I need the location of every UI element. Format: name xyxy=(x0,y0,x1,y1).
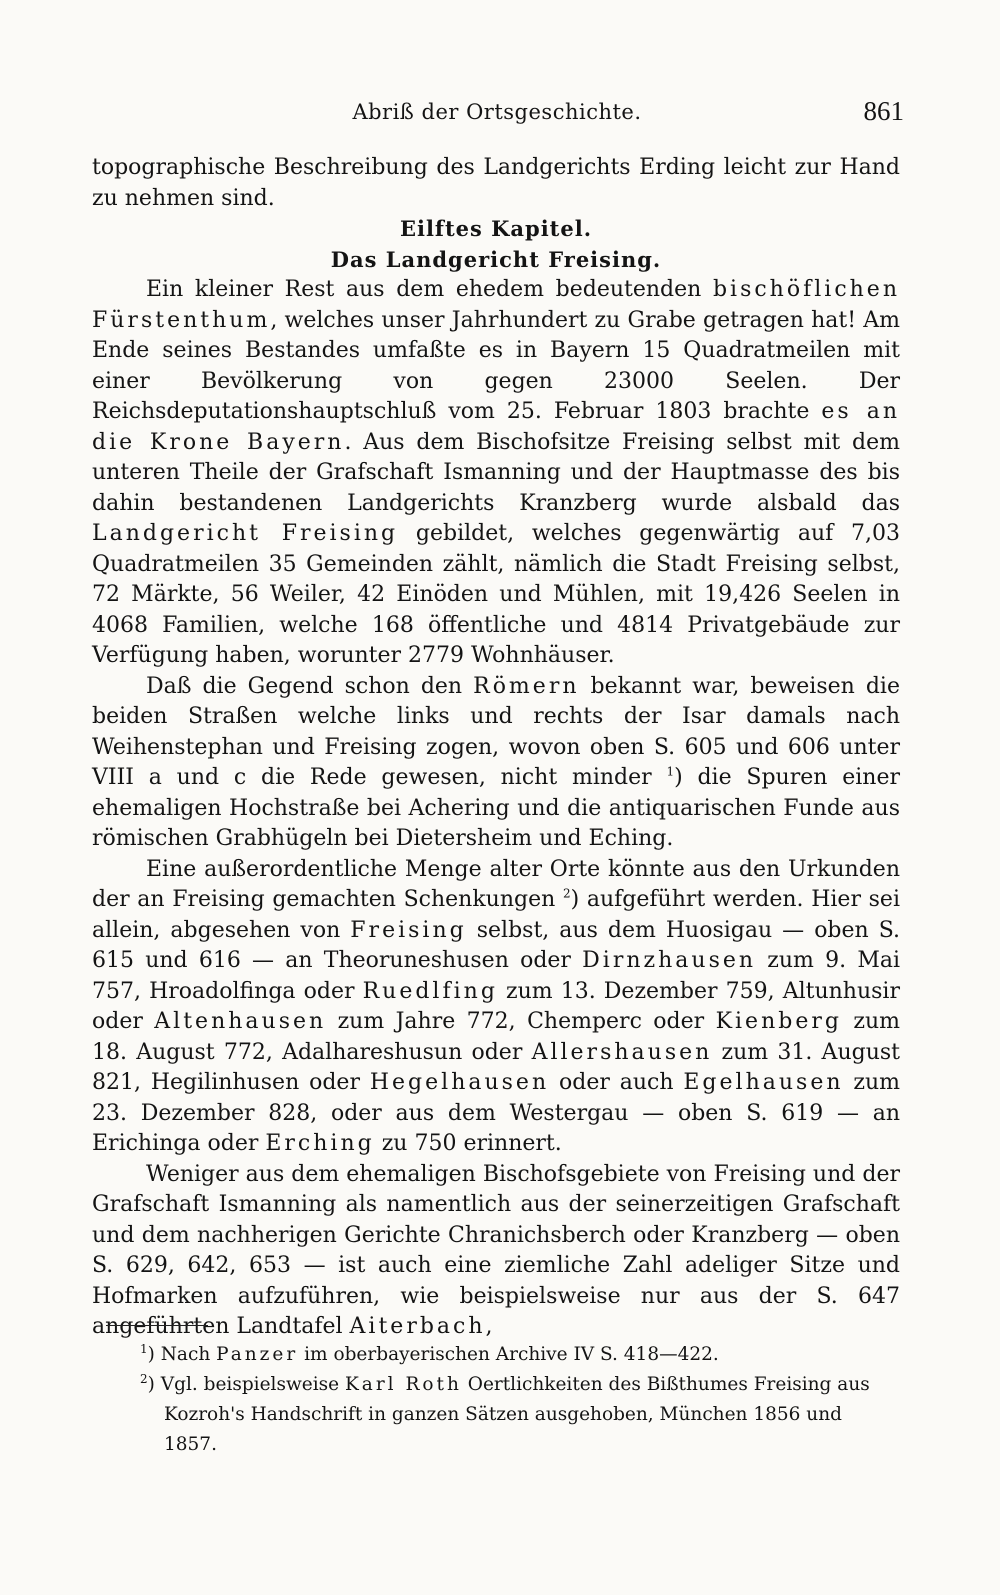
footnote-ref-2[interactable]: 2 xyxy=(562,886,571,901)
footnotes xyxy=(140,1340,900,1460)
text-run: gebildet, welches gegenwärtig auf 7,03 Quadratmeilen 35 Gemeinden zählt, nämlich die Stadt Freising selbst, 72 Märkte, 56 Weiler, 42 Einöden und Mühlen, mit 19,426 Seelen in 4068 Familien, welche 168 öffentliche und 4814 Privatgebäude zur Verfügung haben, worunter 2779 Wohnhäuser. xyxy=(92,521,900,668)
text-run: zum 13. Dezember 759, Altunhusir oder xyxy=(92,978,900,1034)
section-title: Das Landgericht Freising. xyxy=(330,246,662,272)
footnote-ref-1[interactable]: 1 xyxy=(666,764,675,779)
spaced-text: Erching xyxy=(265,1131,375,1156)
spaced-text: Egelhausen xyxy=(683,1070,844,1095)
spaced-text: Dirnzhausen xyxy=(582,948,757,973)
running-head xyxy=(90,96,904,130)
text-run: Ein kleiner Rest aus dem ehedem bedeutenden xyxy=(146,277,713,302)
footnote-2 xyxy=(140,1370,900,1460)
spaced-text: bischöflichen Fürstenthum xyxy=(92,277,900,333)
paragraph-3 xyxy=(92,855,900,1160)
footnote-mark: 1 xyxy=(140,1341,148,1356)
spaced-text: Ruedlfing xyxy=(362,978,498,1004)
text-run: Eine außerordentliche Menge alter Orte könnte aus den Urkunden der an Freising gemachten Schenkungen xyxy=(92,856,900,912)
paragraph-2 xyxy=(92,672,900,855)
text-run: zum 31. August 821, Hegilinhusen oder xyxy=(92,1039,900,1095)
text-run: im oberbayerischen Archive IV S. 418—422. xyxy=(298,1344,719,1365)
text-run: zum 9. Mai 757, Hroadolfinga oder xyxy=(92,948,901,1004)
paragraph-1 xyxy=(92,275,900,672)
footnote-rule xyxy=(106,1325,208,1326)
text-run: , xyxy=(485,1314,493,1339)
spaced-text: Kienberg xyxy=(715,1009,842,1034)
paragraph-4 xyxy=(92,1160,900,1343)
text-run: ) aufgeführt werden. Hier sei allein, abgesehen von xyxy=(92,887,900,943)
carryover-paragraph: topographische Beschreibung des Landgerichts Erding leicht zur Hand zu nehmen sind. xyxy=(92,155,900,211)
spaced-text: Aiterbach xyxy=(349,1314,486,1339)
text-run: ) Nach xyxy=(147,1344,217,1365)
text-run: bekannt war, beweisen die beiden Straßen welche links und rechts der Isar damals nach Weihenstephan und Freising zogen, wovon oben S. 605 und 606 unter VIII a und c die Rede gewesen, nicht minder xyxy=(92,673,900,790)
text-run: zum 23. Dezember 828, oder aus dem Westergau — oben S. 619 — an Erichinga oder xyxy=(92,1070,901,1156)
spaced-text: Hegelhausen xyxy=(369,1070,550,1095)
text-run: zum 18. August 772, Adalhareshusun oder xyxy=(92,1009,900,1065)
text-run: selbst, aus dem Huosigau — oben S. 615 und 616 — an Theoruneshusen oder xyxy=(92,917,901,973)
spaced-text: Altenhausen xyxy=(154,1009,327,1034)
text-run: . Aus dem Bischofsitze Freising selbst mit dem unteren Theile der Grafschaft Ismanning und der Hauptmasse des bis dahin bestandenen Landgerichts Kranzberg wurde alsbald das xyxy=(92,429,900,516)
page-number: 861 xyxy=(863,96,904,126)
text-run: zum Jahre 772, Chemperc oder xyxy=(326,1009,716,1034)
footnote-mark: 2 xyxy=(140,1371,148,1386)
running-title: Abriß der Ortsgeschichte. xyxy=(352,100,642,124)
spaced-text: Karl Roth xyxy=(344,1374,462,1395)
spaced-text: es an die Krone Bayern xyxy=(92,399,900,455)
spaced-text: Landgericht Freising xyxy=(92,521,399,546)
text-run: ) die Spuren einer ehemaligen Hochstraße bei Achering und die antiquarischen Funde aus römischen Grabhügeln bei Dietersheim und Eching. xyxy=(92,765,900,851)
footnote-1 xyxy=(140,1340,900,1370)
main-text xyxy=(92,153,900,1343)
text-run: oder auch xyxy=(549,1070,684,1095)
text-run: Daß die Gegend schon den xyxy=(146,673,474,699)
text-run: , welches unser Jahrhundert zu Grabe getragen hat! Am Ende seines Bestandes umfaßte es in Bayern 15 Quadratmeilen mit einer Bevölkerung von gegen 23000 Seelen. Der Reichsdeputationshauptschluß vom 25. Februar 1803 brachte xyxy=(92,307,900,424)
spaced-text: Allershausen xyxy=(531,1039,713,1065)
text-run: Weniger aus dem ehemaligen Bischofsgebiete von Freising und der Grafschaft Ismanning als namentlich aus der seinerzeitigen Grafschaft und dem nachherigen Gerichte Chranichsberch oder Kranzberg — oben S. 629, 642, 653 — ist auch eine ziemliche Zahl adeliger Sitze und Hofmarken aufzuführen, wie beispielsweise nur aus der S. 647 angeführten Landtafel xyxy=(92,1161,900,1339)
text-run: zu 750 erinnert. xyxy=(374,1131,562,1156)
spaced-text: Freising xyxy=(350,917,467,943)
text-run: ) Vgl. beispielsweise xyxy=(147,1374,345,1395)
chapter-heading: Eilftes Kapitel. xyxy=(399,216,593,241)
spaced-text: Römern xyxy=(473,673,580,699)
spaced-text: Panzer xyxy=(216,1344,299,1365)
text-run: Oertlichkeiten des Bißthumes Freising aus Kozroh's Handschrift in ganzen Sätzen ausgehoben, München 1856 und 1857. xyxy=(164,1374,870,1455)
